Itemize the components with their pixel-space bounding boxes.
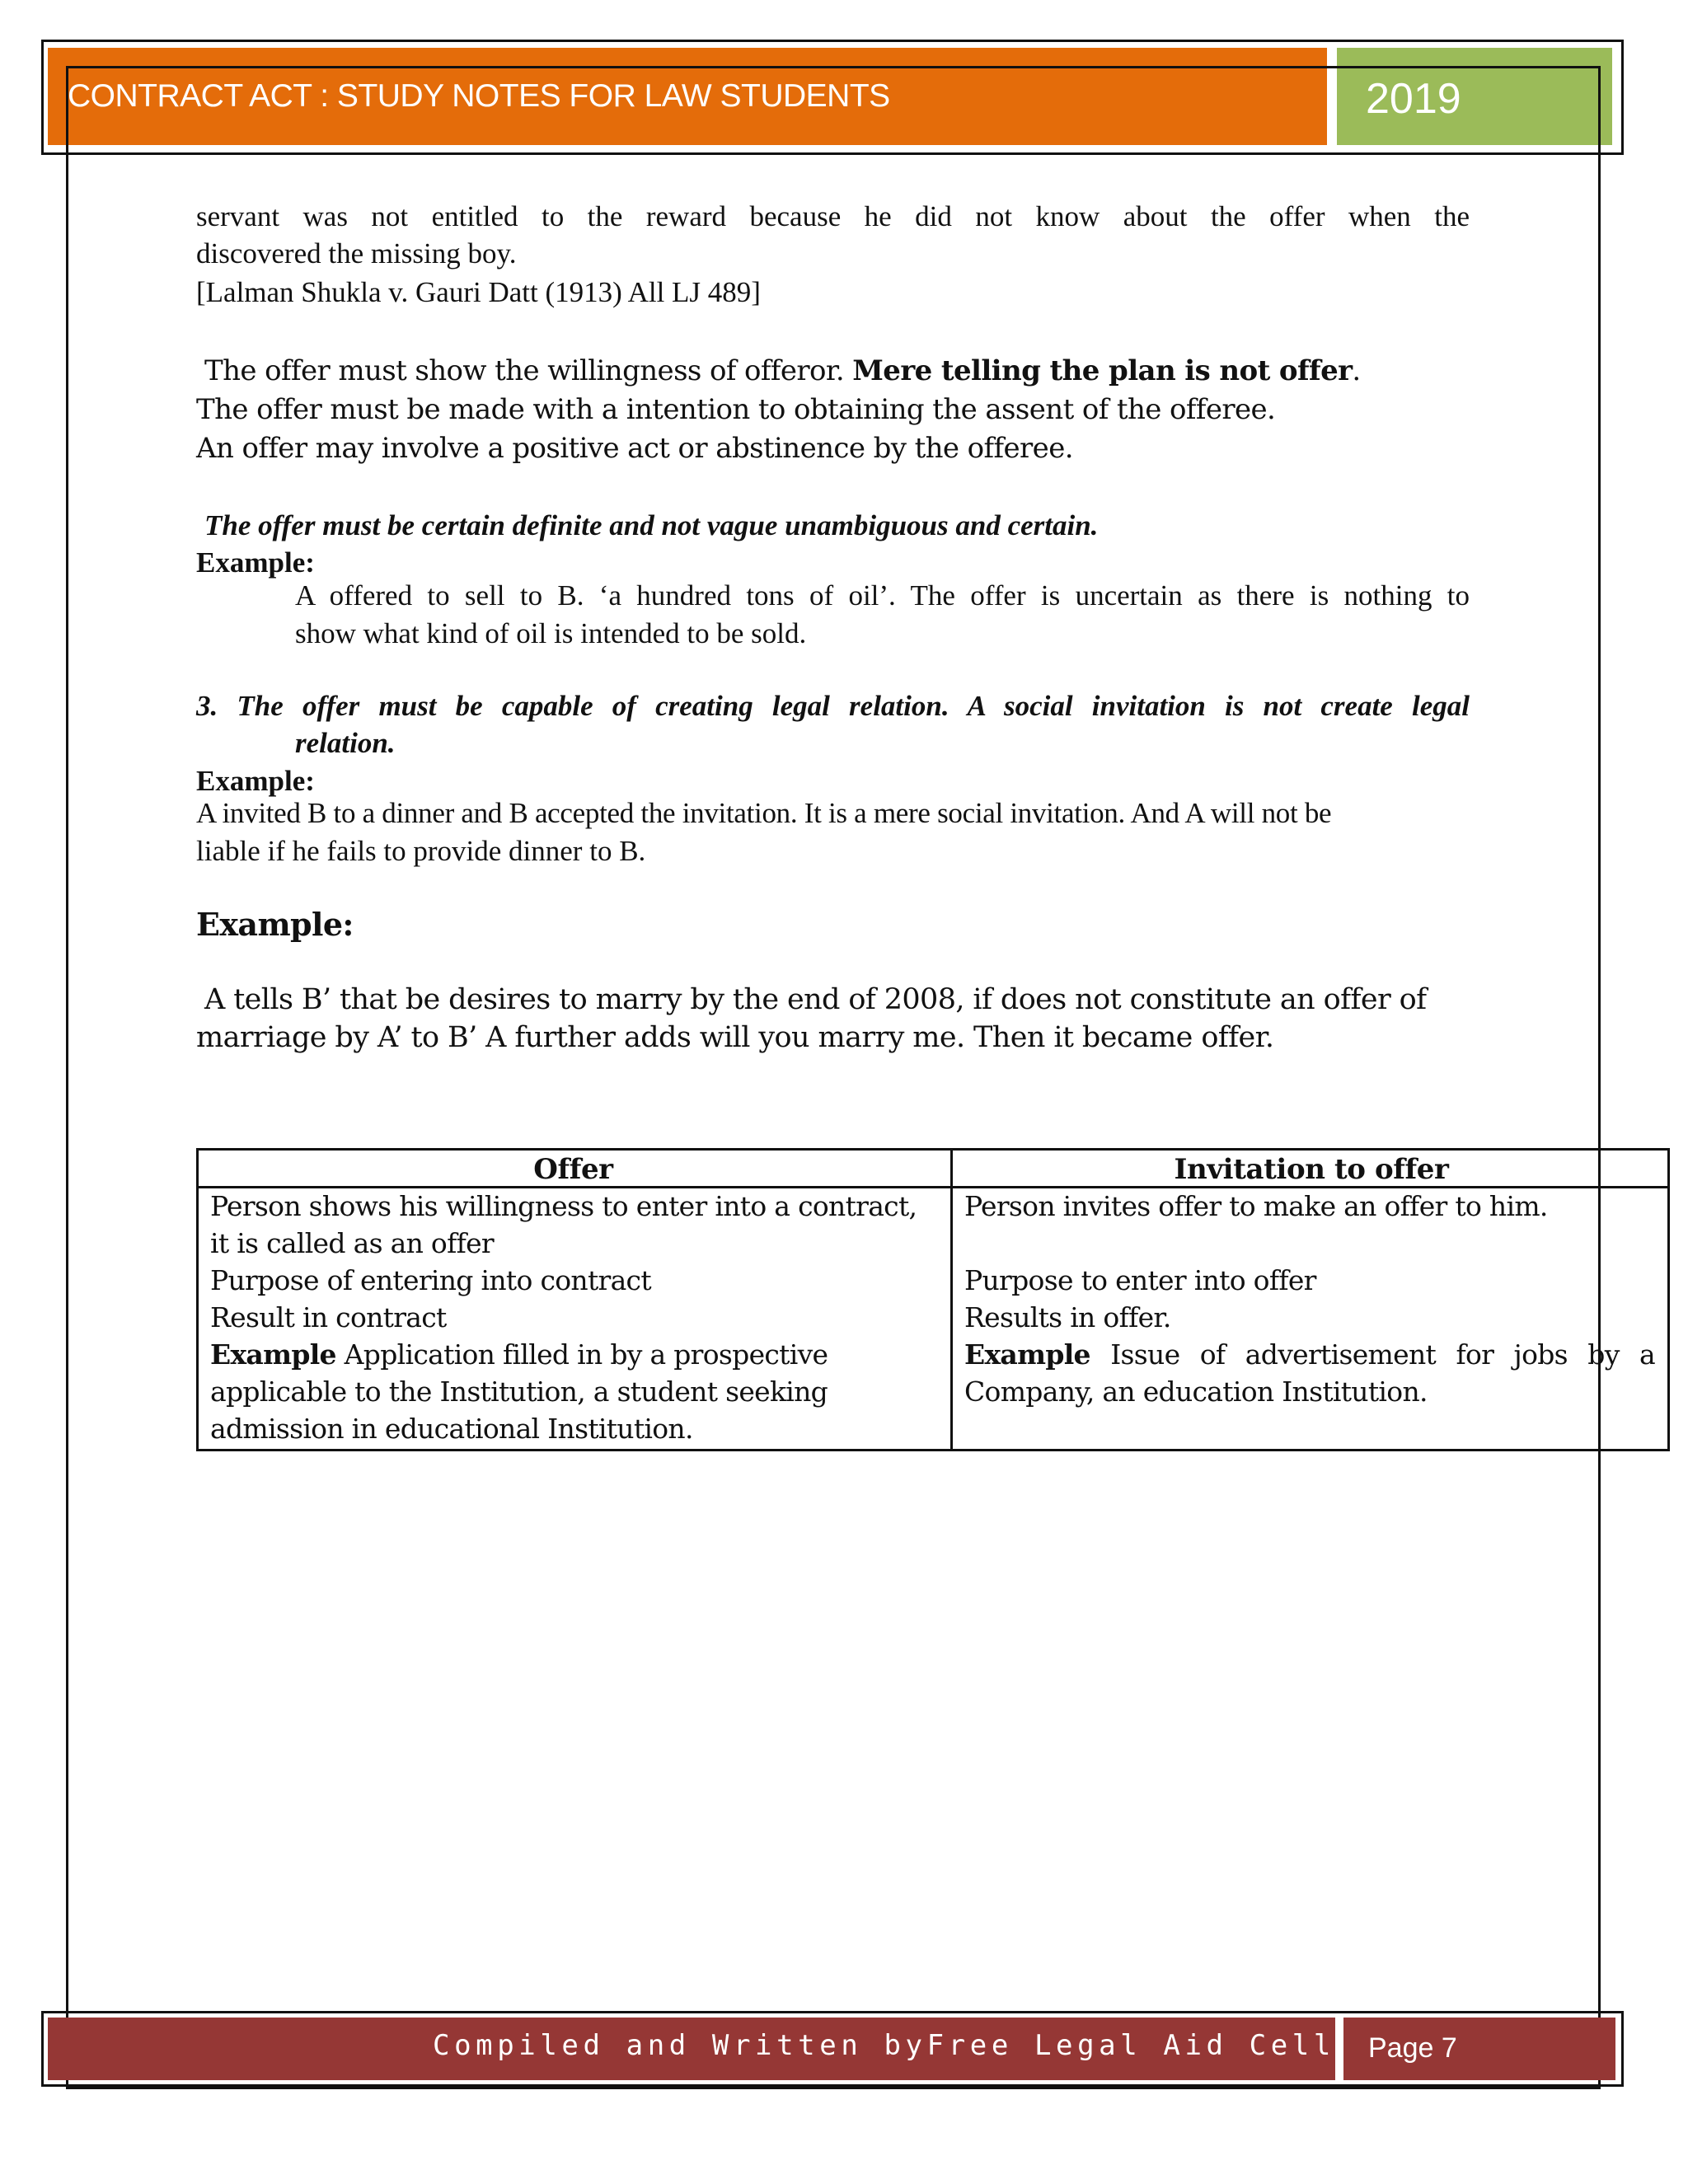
table-header-offer: Offer: [533, 1153, 613, 1186]
intention-line: The offer must be made with a intention to obtaining the assent of the offeree.: [196, 393, 1276, 426]
table-cell-line: Person shows his willingness to enter into a contract,: [210, 1190, 917, 1222]
case-citation: [Lalman Shukla v. Gauri Datt (1913) All LJ 489]: [196, 276, 761, 308]
example-label: Example: [964, 1338, 1090, 1371]
table-cell-line: it is called as an offer: [210, 1227, 495, 1259]
willingness-line: [204, 354, 1361, 387]
example-label: Example:: [196, 546, 315, 579]
header-title: CONTRACT ACT : STUDY NOTES FOR LAW STUDENTS: [68, 78, 890, 114]
legal-relation-heading-cont: relation.: [295, 727, 396, 759]
table-cell-line: Results in offer.: [964, 1301, 1171, 1333]
page-number: Page 7: [1368, 2032, 1457, 2064]
table-cell-text: Issue of advertisement for jobs by a: [1090, 1338, 1655, 1371]
certain-heading: The offer must be certain definite and not vague unambiguous and certain.: [204, 509, 1099, 541]
oil-example-line: show what kind of oil is intended to be sold.: [295, 617, 807, 649]
table-cell-line: [210, 1338, 828, 1371]
table-column-divider: [950, 1148, 953, 1451]
table-cell-line: Purpose of entering into contract: [210, 1264, 651, 1296]
body-paragraph-line: discovered the missing boy.: [196, 237, 517, 269]
table-header-invitation: Invitation to offer: [1174, 1153, 1449, 1186]
table-cell-line: Person invites offer to make an offer to him.: [964, 1190, 1548, 1222]
header-year: 2019: [1366, 75, 1461, 123]
example-label: Example: [210, 1338, 336, 1371]
table-cell-line: Result in contract: [210, 1301, 447, 1333]
table-cell-line: Company, an education Institution.: [964, 1376, 1428, 1408]
willingness-emphasis: Mere telling the plan is not offer: [852, 354, 1353, 387]
table-cell-line: Purpose to enter into offer: [964, 1264, 1316, 1296]
legal-relation-heading: 3. The offer must be capable of creating legal relation. A social invitation is not create legal: [196, 690, 1470, 722]
table-cell-line: [964, 1338, 1655, 1371]
body-paragraph-line: servant was not entitled to the reward because he did not know about the offer when the: [196, 200, 1470, 232]
marry-example-line: marriage by A’ to B’ A further adds will you marry me. Then it became offer.: [196, 1021, 1274, 1054]
willingness-period: .: [1352, 354, 1361, 387]
marry-example-line: A tells B’ that be desires to marry by the end of 2008, if does not constitute an offer of: [204, 983, 1427, 1016]
example-heading: Example:: [196, 906, 354, 943]
footer-credit: Compiled and Written byFree Legal Aid Cell: [433, 2029, 1335, 2062]
positive-act-line: An offer may involve a positive act or abstinence by the offeree.: [196, 432, 1073, 465]
table-cell-line: admission in educational Institution.: [210, 1413, 693, 1445]
example-label: Example:: [196, 765, 315, 797]
dinner-example-line: A invited B to a dinner and B accepted the invitation. It is a mere social invitation. And A will not be: [196, 797, 1332, 829]
oil-example-line: A offered to sell to B. ‘a hundred tons of oil’. The offer is uncertain as there is nothing to: [295, 579, 1470, 612]
willingness-text: The offer must show the willingness of offeror.: [204, 354, 853, 387]
table-header-divider: [196, 1186, 1670, 1188]
dinner-example-line: liable if he fails to provide dinner to B.: [196, 835, 646, 867]
table-cell-line: applicable to the Institution, a student seeking: [210, 1376, 828, 1408]
table-cell-text: Application filled in by a prospective: [335, 1338, 828, 1371]
